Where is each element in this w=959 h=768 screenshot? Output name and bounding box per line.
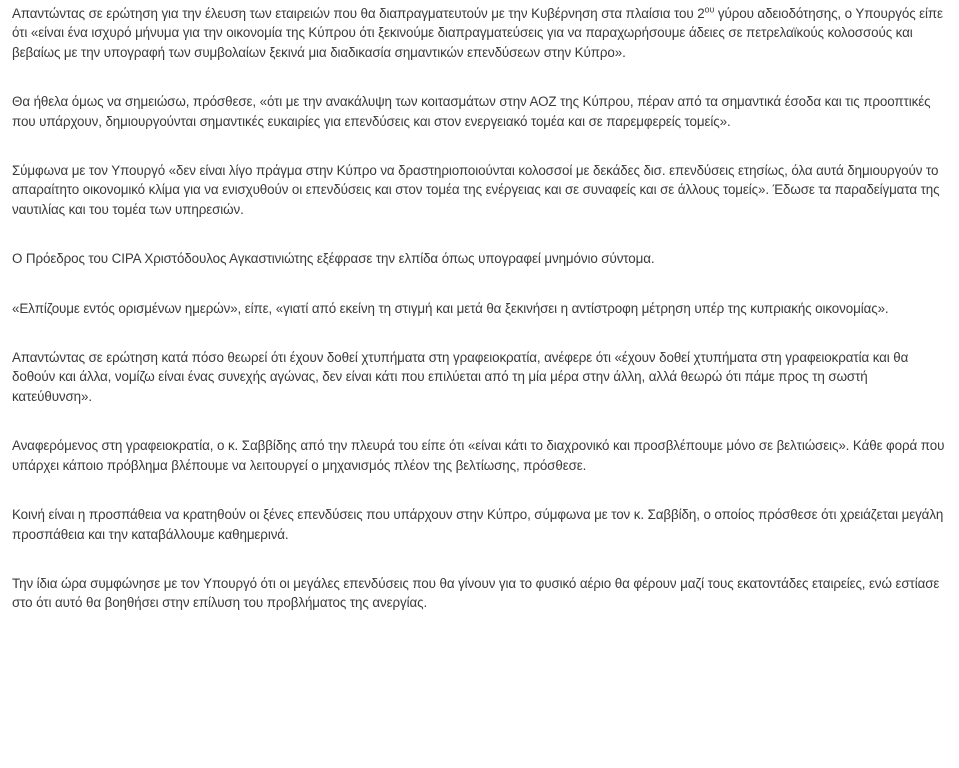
paragraph-9: Την ίδια ώρα συμφώνησε με τον Υπουργό ότι οι μεγάλες επενδύσεις που θα γίνουν για το φυσικό αέριο θα φέρουν μαζί τους εκατοντάδες εταιρείες, ενώ εστίασε στο ότι αυτό θα βοηθήσει στην επίλυση του προβλήματος της ανεργίας. xyxy=(12,575,940,611)
paragraph-7: Αναφερόμενος στη γραφειοκρατία, ο κ. Σαββίδης από την πλευρά του είπε ότι «είναι κάτι το διαχρονικό και προσβλέπουμε μόνο σε βελτιώσεις». Κάθε φορά που υπάρχει κάποιο πρόβλημα βλέπουμε να λειτουργεί ο μηχανισμός πλέον της βελτίωσης, πρόσθεσε. xyxy=(12,438,945,473)
paragraph-3: Σύμφωνα με τον Υπουργό «δεν είναι λίγο πράγμα στην Κύπρο να δραστηριοποιούνται κολοσσοί με δεκάδες δισ. επενδύσεις ετησίως, όλα αυτά δημιουργούν το απαραίτητο οικονομικό κλίμα για να ενισχυθούν οι επενδύσεις και στον τομέα της ενέργειας και σε συναφείς και σε άλλους τομείς». Έδωσε τα παραδείγματα της ναυτιλίας και του τομέα των υπηρεσιών. xyxy=(12,163,940,217)
paragraph-1-text-end: γύρου αδειοδότησης, ο Υπουργός είπε ότι «είναι ένα ισχυρό μήνυμα για την οικονομία της Κύπρου ότι ξεκινούμε διαπραγματεύσεις για να παραχωρήσουμε άδειες σε πετρελαϊκούς κολοσσούς και βεβαίως με την υπογραφή των συμβολαίων ξεκινά μια διαδικασία σημαντικών επενδύσεων στην Κύπρο». xyxy=(12,6,943,60)
paragraph-2: Θα ήθελα όμως να σημειώσω, πρόσθεσε, «ότι με την ανακάλυψη των κοιτασμάτων στην ΑΟΖ της Κύπρου, πέραν από τα σημαντικά έσοδα και τις προοπτικές που υπάρχουν, δημιουργούνται σημαντικές ευκαιρίες για επενδύσεις και στον ενεργειακό τομέα και σε παρεμφερείς τομείς». xyxy=(12,94,931,129)
ordinal-superscript: ου xyxy=(704,4,715,15)
paragraph-1-text-start: Απαντώντας σε ερώτηση για την έλευση των εταιρειών που θα διαπραγματευτούν με την Κυβέρνηση στα πλαίσια του 2 xyxy=(12,6,705,21)
paragraph-6: Απαντώντας σε ερώτηση κατά πόσο θεωρεί ότι έχουν δοθεί χτυπήματα στη γραφειοκρατία, ανέφερε ότι «έχουν δοθεί χτυπήματα στη γραφειοκρατία και θα δοθούν και άλλα, νομίζω είναι ένας συνεχής αγώνας, δεν είναι κάτι που επιλύεται από τη μία μέρα στην άλλη, αλλά θεωρώ ότι πάμε προς τη σωστή κατεύθυνση». xyxy=(12,350,909,404)
paragraph-5: «Ελπίζουμε εντός ορισμένων ημερών», είπε, «γιατί από εκείνη τη στιγμή και μετά θα ξεκινήσει η αντίστροφη μέτρηση υπέρ της κυπριακής οικονομίας». xyxy=(12,300,889,316)
paragraph-1 xyxy=(12,4,950,62)
article-body xyxy=(12,4,950,643)
paragraph-8: Κοινή είναι η προσπάθεια να κρατηθούν οι ξένες επενδύσεις που υπάρχουν στην Κύπρο, σύμφωνα με τον κ. Σαββίδη, ο οποίος πρόσθεσε ότι χρειάζεται μεγάλη προσπάθεια και την καταβάλλουμε καθημερινά. xyxy=(12,507,944,542)
paragraph-4: Ο Πρόεδρος του CIPA Χριστόδουλος Αγκαστινιώτης εξέφρασε την ελπίδα όπως υπογραφεί μνημόνιο σύντομα. xyxy=(12,251,655,267)
